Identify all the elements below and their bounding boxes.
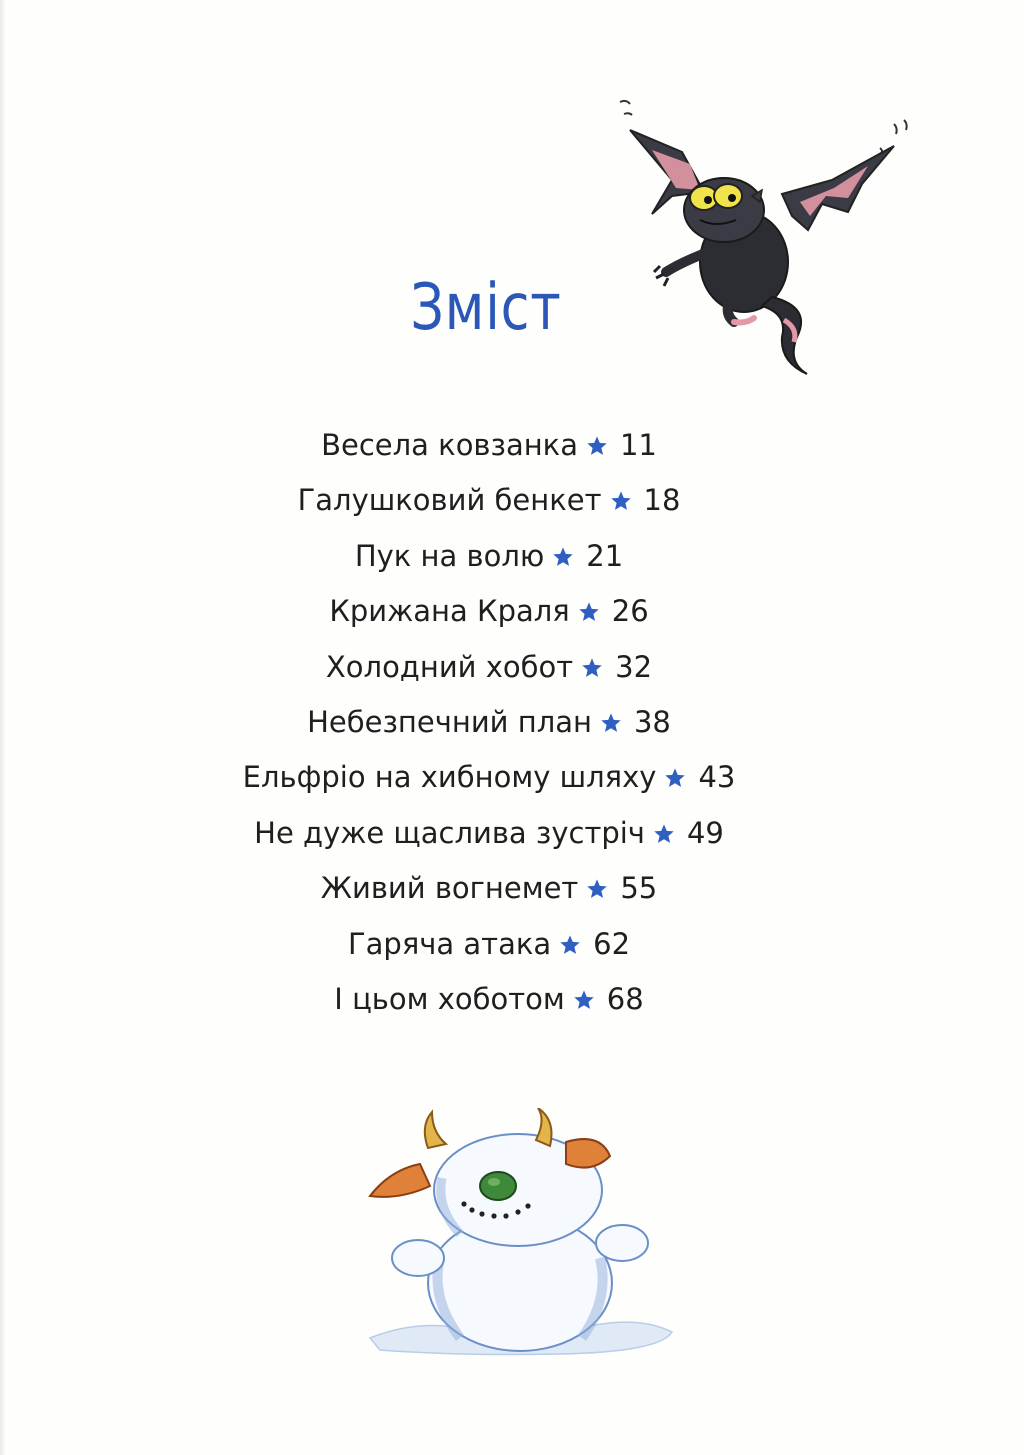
star-icon <box>573 989 595 1011</box>
chapter-page-number: 11 <box>619 428 657 462</box>
chapter-page-number: 18 <box>643 483 681 518</box>
star-icon <box>653 823 675 845</box>
chapter-title: Крижана Краля <box>329 594 570 629</box>
chapter-page-number: 55 <box>620 871 658 906</box>
table-of-contents <box>0 418 978 1027</box>
toc-entry <box>0 806 978 861</box>
chapter-title: Ельфріо на хибному шляху <box>242 760 657 795</box>
snowman-illustration <box>360 1108 680 1358</box>
star-icon <box>559 934 581 956</box>
star-icon <box>664 767 686 789</box>
chapter-page-number: 43 <box>698 760 736 795</box>
chapter-title: Весела ковзанка <box>321 428 578 462</box>
toc-entry <box>0 695 978 750</box>
chapter-page-number: 21 <box>586 538 624 573</box>
toc-entry <box>0 861 978 916</box>
star-icon <box>586 435 608 457</box>
chapter-title: Гаряча атака <box>347 926 552 961</box>
toc-entry <box>0 640 978 695</box>
chapter-title: Пук на волю <box>354 538 545 573</box>
chapter-page-number: 38 <box>633 704 671 739</box>
star-icon <box>581 657 603 679</box>
chapter-title: Галушковий бенкет <box>297 483 602 518</box>
toc-entry <box>0 972 978 1027</box>
star-icon <box>578 601 600 623</box>
chapter-title: Холодний хобот <box>325 649 574 684</box>
chapter-title: Небезпечний план <box>307 704 592 739</box>
chapter-title: Живий вогнемет <box>320 871 579 906</box>
page-title: Зміст <box>410 270 562 345</box>
chapter-page-number: 26 <box>611 594 649 629</box>
chapter-page-number: 62 <box>593 926 631 961</box>
chapter-title: І цьом хоботом <box>334 981 565 1016</box>
toc-entry <box>0 584 978 639</box>
chapter-page-number: 49 <box>686 815 724 850</box>
star-icon <box>600 712 622 734</box>
chapter-title: Не дуже щаслива зустріч <box>254 815 645 850</box>
toc-entry <box>0 418 978 473</box>
toc-entry <box>0 473 978 528</box>
star-icon <box>610 490 632 512</box>
star-icon <box>586 878 608 900</box>
toc-entry <box>0 750 978 805</box>
star-icon <box>552 546 574 568</box>
chapter-page-number: 32 <box>615 649 653 684</box>
toc-entry <box>0 529 978 584</box>
chapter-page-number: 68 <box>606 981 644 1016</box>
toc-entry <box>0 917 978 972</box>
